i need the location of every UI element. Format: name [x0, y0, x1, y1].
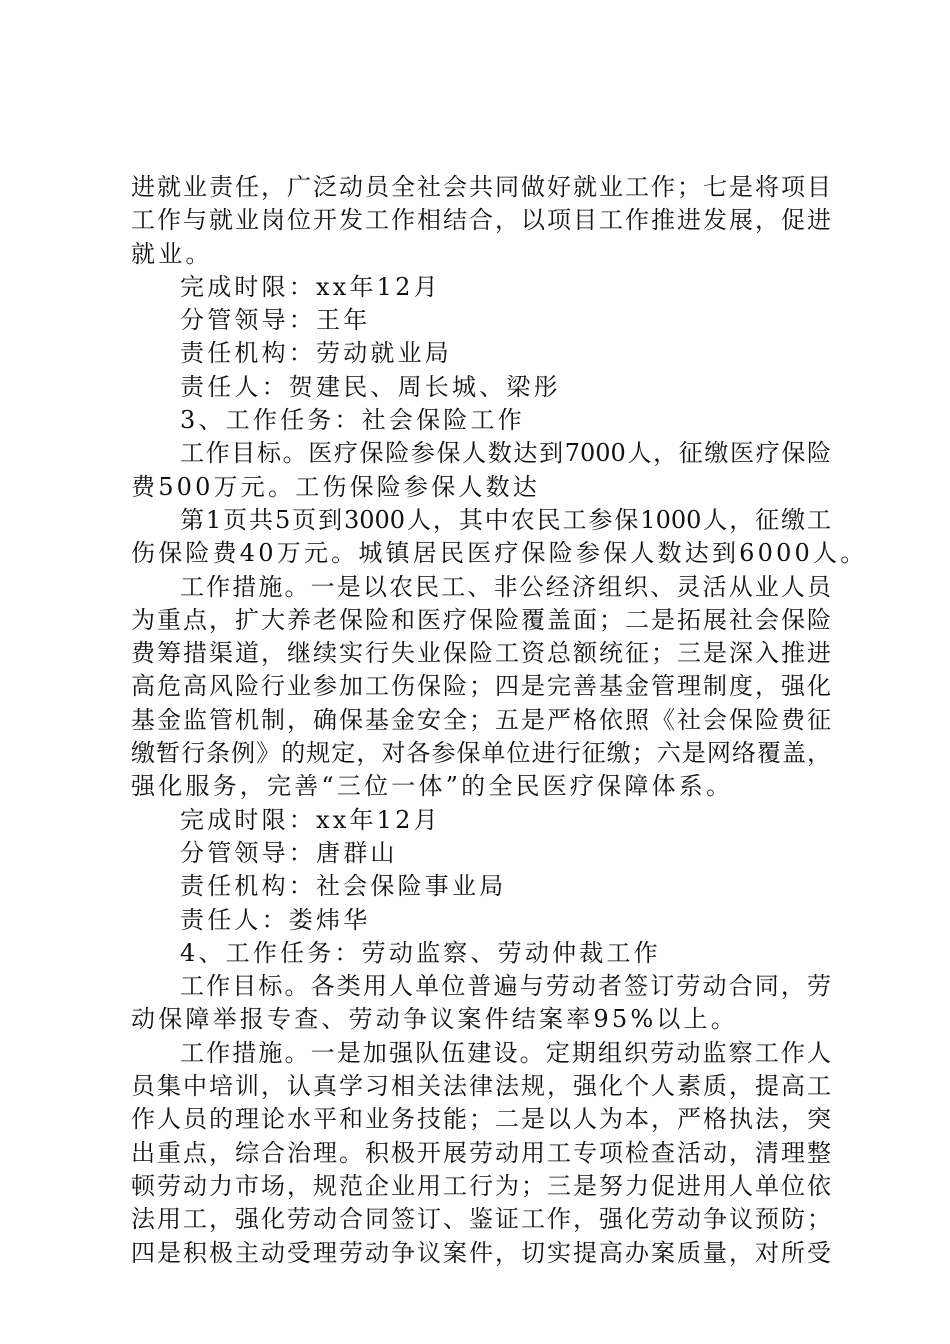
text-line: 4、工作任务：劳动监察、劳动仲裁工作 [180, 938, 661, 967]
text-line: 3、工作任务：社会保险工作 [180, 406, 525, 435]
text-line: 动保障举报专查、劳动争议案件结案率95%以上。 [131, 1005, 738, 1034]
text-line: 出重点，综合治理。积极开展劳动用工专项检查活动，清理整 [131, 1138, 831, 1167]
document-body [131, 171, 868, 1270]
text-line: 进就业责任，广泛动员全社会共同做好就业工作；七是将项目 [131, 173, 831, 201]
text-line: 强化服务，完善“三位一体”的全民医疗保障体系。 [131, 772, 734, 801]
text-line: 工作措施。一是以农民工、非公经济组织、灵活从业人员 [180, 572, 831, 601]
text-line: 工作目标。各类用人单位普遍与劳动者签订劳动合同，劳 [180, 972, 831, 1001]
text-line: 四是积极主动受理劳动争议案件，切实提高办案质量，对所受 [131, 1238, 831, 1267]
text-line: 员集中培训，认真学习相关法律法规，强化个人素质，提高工 [131, 1072, 831, 1101]
text-line: 工作措施。一是加强队伍建设。定期组织劳动监察工作人 [180, 1038, 831, 1067]
text-line: 责任人：贺建民、周长城、梁彤 [180, 372, 561, 401]
text-line: 高危高风险行业参加工伤保险；四是完善基金管理制度，强化 [131, 672, 831, 701]
text-line: 分管领导：唐群山 [180, 838, 398, 867]
text-line: 责任人：娄炜华 [180, 905, 371, 934]
text-line: 就业。 [131, 239, 213, 268]
text-line: 费筹措渠道，继续实行失业保险工资总额统征；三是深入推进 [131, 639, 831, 668]
text-line: 作人员的理论水平和业务技能；二是以人为本，严格执法，突 [131, 1105, 831, 1134]
text-line: 责任机构：劳动就业局 [180, 339, 452, 368]
text-line: 分管领导：王年 [180, 306, 371, 335]
text-line: 顿劳动力市场，规范企业用工行为；三是努力促进用人单位依 [131, 1171, 831, 1200]
text-line: 责任机构：社会保险事业局 [180, 872, 507, 901]
text-line: 费500万元。工伤保险参保人数达 [131, 472, 541, 501]
text-line: 缴暂行条例》的规定，对各参保单位进行征缴；六是网络覆盖， [131, 739, 831, 768]
text-line: 法用工，强化劳动合同签订、鉴证工作，强化劳动争议预防； [131, 1205, 831, 1234]
text-line: 为重点，扩大养老保险和医疗保险覆盖面；二是拓展社会保险 [131, 605, 831, 634]
text-line: 完成时限：xx年12月 [180, 805, 441, 834]
text-line: 工作与就业岗位开发工作相结合，以项目工作推进发展，促进 [131, 206, 831, 235]
text-line: 伤保险费40万元。城镇居民医疗保险参保人数达到6000人。 [131, 539, 868, 568]
text-line: 完成时限：xx年12月 [180, 272, 441, 301]
text-line: 工作目标。医疗保险参保人数达到7000人，征缴医疗保险 [180, 439, 831, 468]
text-line: 基金监管机制，确保基金安全；五是严格依照《社会保险费征 [131, 705, 831, 734]
text-line: 第1页共5页到3000人，其中农民工参保1000人，征缴工 [180, 505, 831, 534]
